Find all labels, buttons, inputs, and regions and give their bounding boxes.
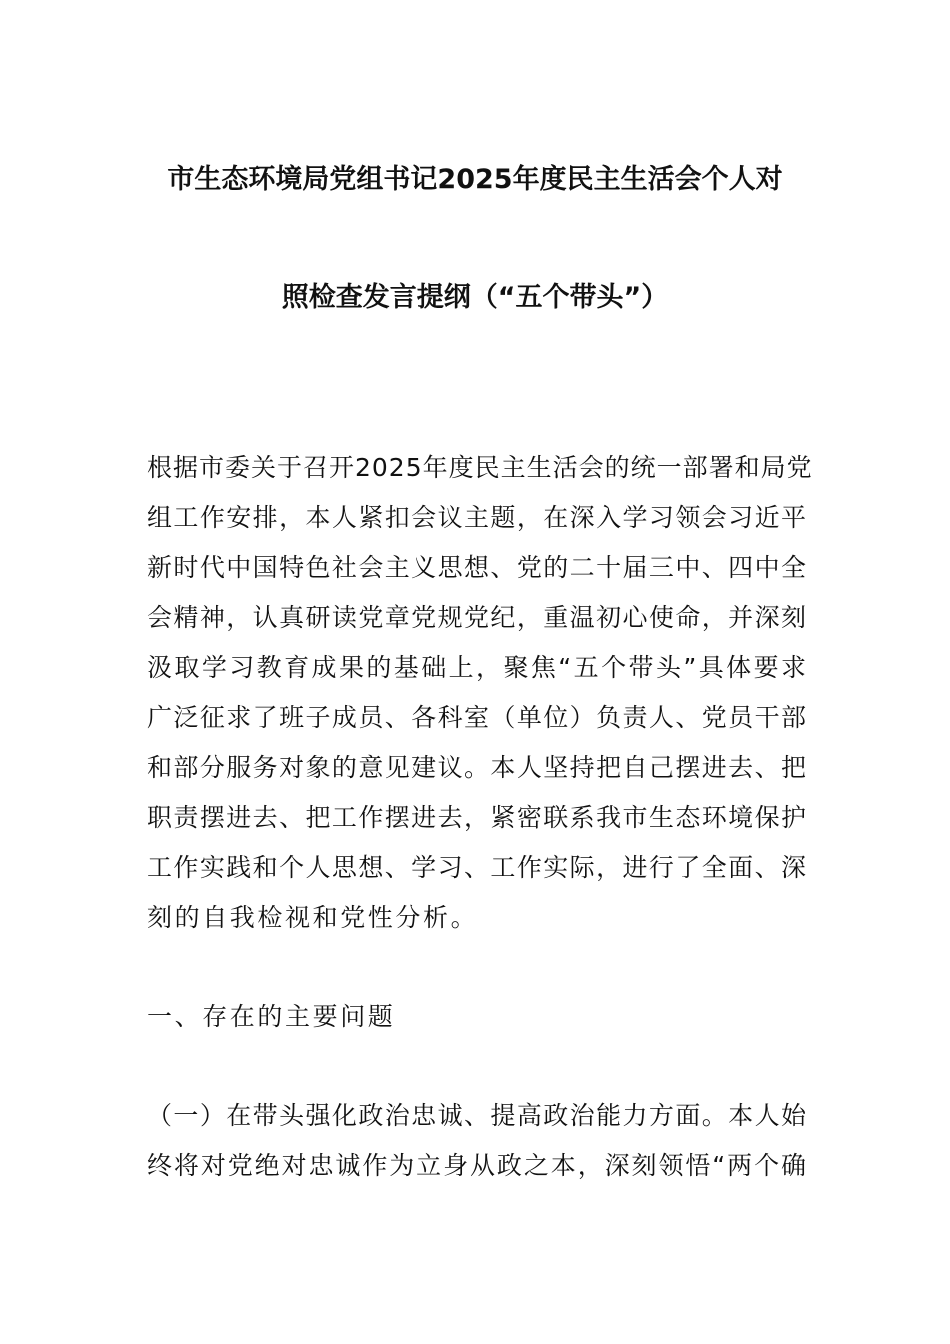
paragraph-line: 终将对党绝对忠诚作为立身从政之本，深刻领悟“两个确 <box>147 1151 807 1180</box>
document-title-line-1: 市生态环境局党组书记2025年度民主生活会个人对 <box>167 164 783 195</box>
paragraph-line: 工作实践和个人思想、学习、工作实际，进行了全面、深 <box>147 853 807 882</box>
document-title-line-2: 照检查发言提纲（“五个带头”） <box>281 282 669 313</box>
paragraph-line: 职责摆进去、把工作摆进去，紧密联系我市生态环境保护 <box>147 803 807 832</box>
paragraph-line: （一）在带头强化政治忠诚、提高政治能力方面。本人始 <box>147 1101 807 1130</box>
paragraph-line: 会精神，认真研读党章党规党纪，重温初心使命，并深刻 <box>147 603 807 632</box>
paragraph-line: 汲取学习教育成果的基础上，聚焦“五个带头”具体要求 <box>147 653 807 682</box>
paragraph-line: 广泛征求了班子成员、各科室（单位）负责人、党员干部 <box>147 703 807 732</box>
paragraph-line: 组工作安排，本人紧扣会议主题，在深入学习领会习近平 <box>147 503 807 532</box>
paragraph-line: 和部分服务对象的意见建议。本人坚持把自己摆进去、把 <box>147 753 807 782</box>
paragraph-line: 根据市委关于召开2025年度民主生活会的统一部署和局党 <box>147 453 813 482</box>
paragraph-line: 新时代中国特色社会主义思想、党的二十届三中、四中全 <box>147 553 807 582</box>
paragraph-line: 刻的自我检视和党性分析。 <box>147 903 479 932</box>
section-heading: 一、存在的主要问题 <box>147 1002 396 1031</box>
